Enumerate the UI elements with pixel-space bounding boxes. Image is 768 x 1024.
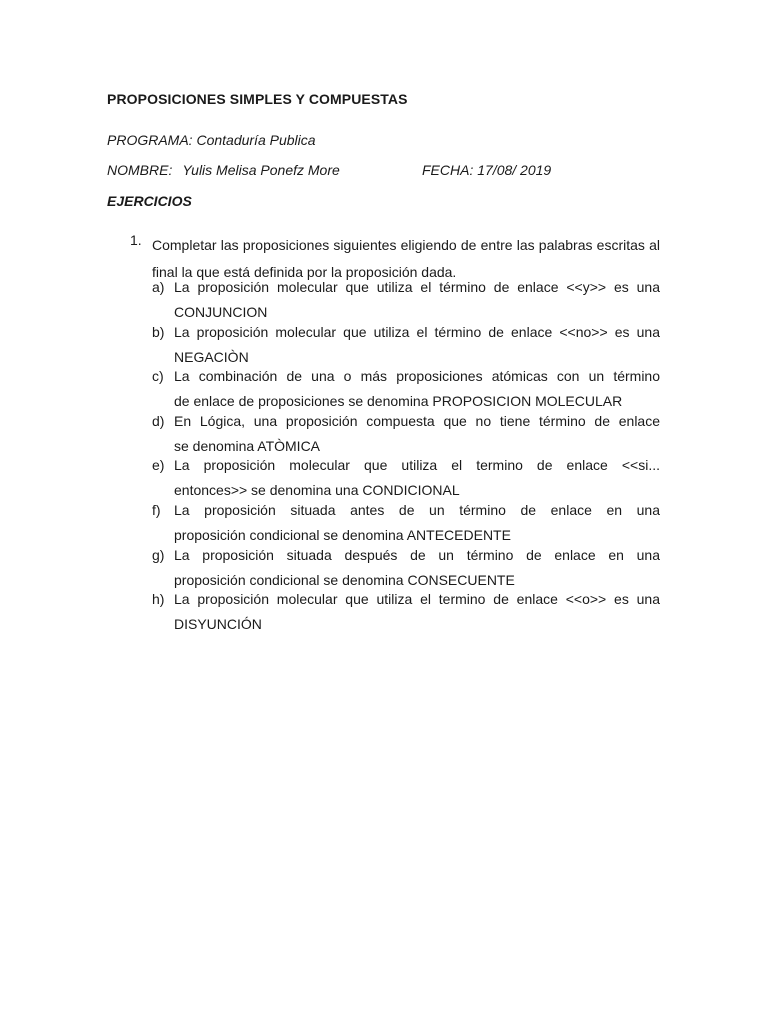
list-item [152, 454, 660, 499]
item-line2: entonces>> se denomina una CONDICIONAL [174, 482, 460, 499]
question-text: Completar las proposiciones siguientes eligiendo de entre las palabras escritas al final la que está definida por la proposición dada. [152, 237, 660, 280]
list-item [152, 410, 660, 455]
list-item [152, 544, 660, 589]
list-item [152, 276, 660, 321]
item-line2: DISYUNCIÓN [174, 616, 262, 633]
item-letter: c) [152, 368, 164, 385]
program-line: PROGRAMA: Contaduría Publica [107, 132, 316, 148]
item-letter: e) [152, 457, 165, 474]
date-field: FECHA: 17/08/ 2019 [422, 162, 552, 178]
item-letter: g) [152, 546, 165, 563]
list-item [152, 588, 660, 633]
item-line1: La proposición molecular que utiliza el termino de enlace <<o>> es una [174, 591, 660, 608]
name-line [107, 162, 552, 178]
list-item [152, 499, 660, 544]
item-letter: d) [152, 412, 165, 429]
item-line2: proposición condicional se denomina CONSECUENTE [174, 571, 515, 588]
item-line2: NEGACIÒN [174, 348, 249, 365]
name-label: NOMBRE: [107, 162, 173, 178]
list-item [152, 321, 660, 366]
item-line2: CONJUNCION [174, 304, 268, 320]
answer-list [152, 276, 660, 633]
list-item [152, 365, 660, 410]
item-line1: La proposición molecular que utiliza el término de enlace <<y>> es una [174, 279, 660, 295]
item-line2: proposición condicional se denomina ANTECEDENTE [174, 526, 511, 543]
section-heading: EJERCICIOS [107, 193, 192, 209]
item-line1: La proposición molecular que utiliza el término de enlace <<no>> es una [174, 323, 660, 340]
item-line2: se denomina ATÒMICA [174, 437, 321, 454]
item-line1: La proposición situada después de un término de enlace en una [174, 546, 660, 563]
question-number: 1. [130, 232, 142, 248]
item-letter: f) [152, 501, 161, 518]
page-title: PROPOSICIONES SIMPLES Y COMPUESTAS [107, 91, 408, 107]
item-line1: La proposición situada antes de un término de enlace en una [174, 501, 660, 518]
item-line1: La proposición molecular que utiliza el termino de enlace <<si... [174, 457, 660, 474]
item-letter: b) [152, 323, 165, 340]
item-letter: a) [152, 279, 165, 295]
item-letter: h) [152, 591, 165, 608]
item-line1: En Lógica, una proposición compuesta que no tiene término de enlace [174, 412, 660, 429]
item-line2: de enlace de proposiciones se denomina PROPOSICION MOLECULAR [174, 393, 623, 410]
item-line1: La combinación de una o más proposiciones atómicas con un término [174, 368, 660, 385]
name-value: Yulis Melisa Ponefz More [182, 162, 340, 178]
